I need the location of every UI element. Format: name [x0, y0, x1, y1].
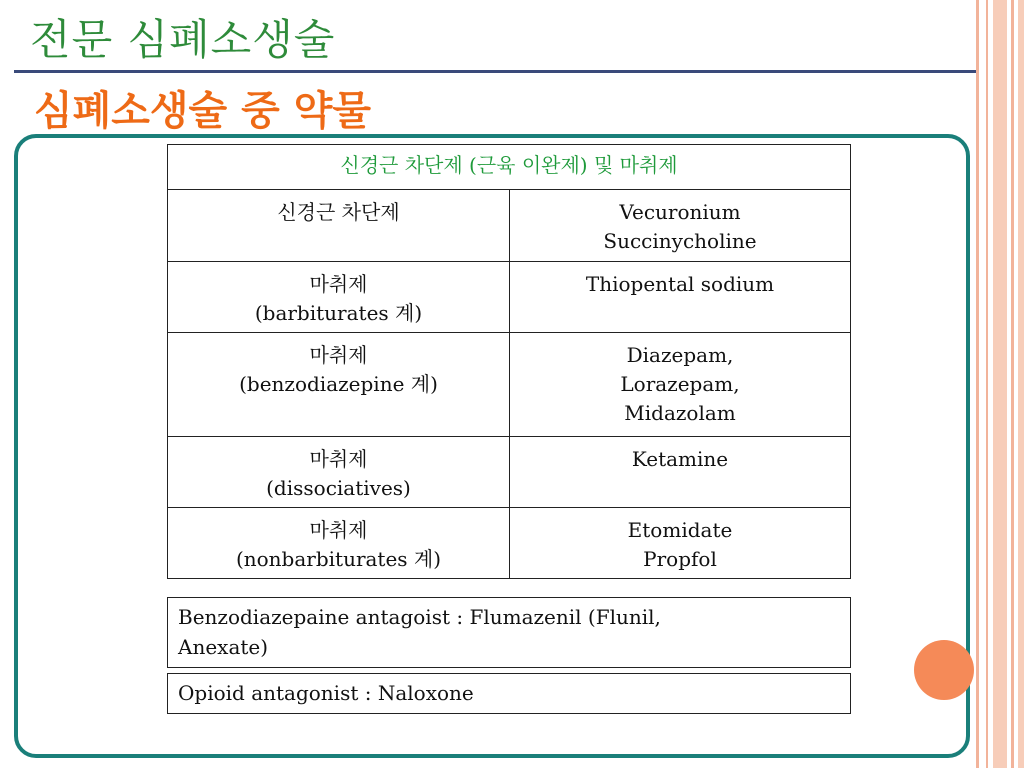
- note-line: Opioid antagonist : Naloxone: [178, 681, 474, 705]
- cell-line: Succinycholine: [603, 229, 757, 253]
- cell-line: (barbiturates 계): [254, 301, 423, 325]
- table-header: 신경근 차단제 (근육 이완제) 및 마취제: [168, 145, 851, 190]
- cell-line: Thiopental sodium: [585, 272, 775, 296]
- title-divider: [14, 70, 976, 73]
- note-line: Benzodiazepaine antagoist : Flumazenil (Flunil,: [178, 605, 661, 629]
- cell-line: 마취제: [309, 518, 368, 542]
- stripe: [986, 0, 988, 768]
- stripe: [1018, 0, 1024, 768]
- cell-line: Ketamine: [631, 447, 729, 471]
- category-cell: [168, 508, 510, 579]
- cell-line: Vecuronium: [619, 200, 741, 224]
- stripe: [976, 0, 979, 768]
- category-cell: [168, 190, 510, 262]
- drug-cell: [510, 190, 851, 262]
- table-row: [168, 437, 851, 508]
- stripe: [993, 0, 1007, 768]
- table-row: [168, 262, 851, 333]
- cell-line: (dissociatives): [266, 476, 411, 500]
- table-header-row: [168, 145, 851, 190]
- cell-line: Etomidate: [627, 518, 733, 542]
- category-cell: [168, 333, 510, 437]
- cell-line: Diazepam,: [626, 343, 734, 367]
- note-line: Anexate): [178, 635, 269, 659]
- cell-line: 신경근 차단제: [277, 200, 400, 224]
- cell-line: Propfol: [643, 547, 717, 571]
- cell-line: (benzodiazepine 계): [239, 372, 438, 396]
- benzodiazepine-antagonist-note: [167, 597, 851, 668]
- slide-subtitle: 심폐소생술 중 약물: [34, 87, 371, 134]
- decorative-stripes: [976, 0, 1024, 768]
- cell-line: 마취제: [309, 343, 368, 367]
- stripe: [1011, 0, 1014, 768]
- cell-line: Midazolam: [624, 401, 736, 425]
- cell-line: (nonbarbiturates 계): [235, 547, 442, 571]
- table-row: [168, 333, 851, 437]
- cell-line: Lorazepam,: [620, 372, 740, 396]
- drug-cell: [510, 333, 851, 437]
- opioid-antagonist-note: [167, 673, 851, 714]
- category-cell: [168, 262, 510, 333]
- drug-table: [167, 144, 851, 579]
- drug-cell: [510, 262, 851, 333]
- cell-line: 마취제: [309, 447, 368, 471]
- drug-cell: [510, 508, 851, 579]
- table-row: [168, 190, 851, 262]
- drug-cell: [510, 437, 851, 508]
- slide-title: 전문 심폐소생술: [30, 15, 336, 64]
- table-row: [168, 508, 851, 579]
- decorative-circle: [914, 640, 974, 700]
- category-cell: [168, 437, 510, 508]
- cell-line: 마취제: [309, 272, 368, 296]
